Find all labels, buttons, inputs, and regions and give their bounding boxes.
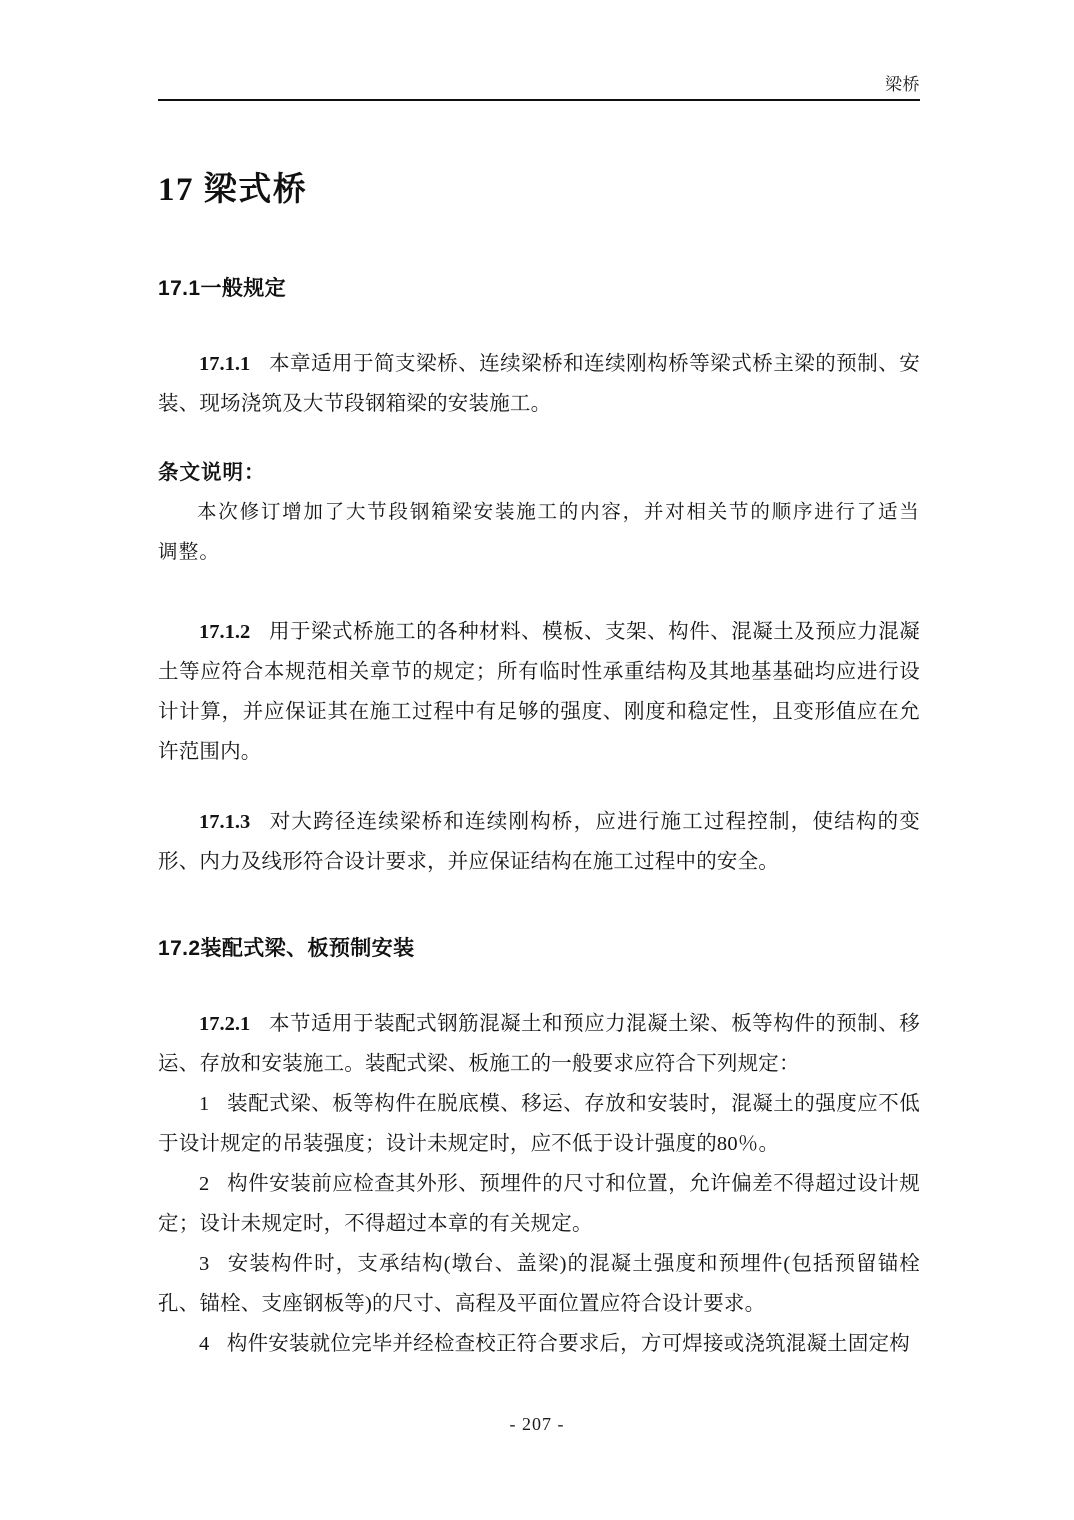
spacer xyxy=(158,304,920,344)
clause-17-1-1 xyxy=(158,344,920,424)
subitem-1-number: 1 xyxy=(199,1093,210,1115)
explanation-label: 条文说明： xyxy=(158,462,266,484)
spacer xyxy=(158,772,920,802)
explanation-text: 本次修订增加了大节段钢箱梁安装施工的内容，并对相关节的顺序进行了适当调整。 xyxy=(158,500,920,563)
spacer xyxy=(158,572,920,612)
clause-17-2-1-number: 17.2.1 xyxy=(199,1013,251,1035)
clause-17-1-3 xyxy=(158,802,920,882)
section-heading-17-1: 17.1一般规定 xyxy=(158,277,287,300)
header-rule-divider xyxy=(158,99,920,101)
chapter-title: 17 梁式桥 xyxy=(158,172,308,208)
clause-17-1-1-text: 本章适用于简支梁桥、连续梁桥和连续刚构桥等梁式桥主梁的预制、安装、现场浇筑及大节段钢箱梁的安装施工。 xyxy=(158,353,920,415)
subitem-2-text: 构件安装前应检查其外形、预埋件的尺寸和位置，允许偏差不得超过设计规定；设计未规定时，不得超过本章的有关规定。 xyxy=(158,1173,920,1235)
subitem-2-number: 2 xyxy=(199,1173,210,1195)
spacer xyxy=(158,424,920,454)
running-header-title: 梁桥 xyxy=(885,75,920,94)
subitem-1 xyxy=(158,1084,920,1164)
subitem-4-text: 构件安装就位完毕并经检查校正符合要求后，方可焊接或浇筑混凝土固定构 xyxy=(226,1333,910,1355)
subitem-2 xyxy=(158,1164,920,1244)
clause-17-1-2 xyxy=(158,612,920,772)
clause-17-1-3-text: 对大跨径连续梁桥和连续刚构桥，应进行施工过程控制，使结构的变形、内力及线形符合设计要求，并应保证结构在施工过程中的安全。 xyxy=(158,811,920,873)
clause-17-1-3-number: 17.1.3 xyxy=(199,811,251,833)
subitem-3 xyxy=(158,1244,920,1324)
subitem-3-number: 3 xyxy=(199,1253,210,1275)
page-footer xyxy=(0,1412,1074,1436)
spacer xyxy=(158,882,920,934)
section-heading-17-2: 17.2装配式梁、板预制安装 xyxy=(158,937,415,960)
clause-17-2-1-text: 本节适用于装配式钢筋混凝土和预应力混凝土梁、板等构件的预制、移运、存放和安装施工。装配式梁、板施工的一般要求应符合下列规定： xyxy=(158,1013,920,1075)
clause-17-1-1-number: 17.1.1 xyxy=(199,353,251,375)
subitem-3-text: 安装构件时，支承结构(墩台、盖梁)的混凝土强度和预埋件(包括预留锚栓孔、锚栓、支座钢板等)的尺寸、高程及平面位置应符合设计要求。 xyxy=(158,1253,920,1315)
subitem-4 xyxy=(158,1324,920,1364)
running-header xyxy=(158,74,920,101)
page-content xyxy=(158,168,920,1364)
footer-page-number: - 207 - xyxy=(509,1414,565,1434)
spacer xyxy=(158,964,920,1004)
subitem-4-number: 4 xyxy=(199,1333,210,1355)
clause-17-2-1 xyxy=(158,1004,920,1084)
clause-17-1-2-text: 用于梁式桥施工的各种材料、模板、支架、构件、混凝土及预应力混凝土等应符合本规范相关章节的规定；所有临时性承重结构及其地基基础均应进行设计计算，并应保证其在施工过程中有足够的强度、刚度和稳定性，且变形值应在允许范围内。 xyxy=(158,621,920,763)
subitem-1-text: 装配式梁、板等构件在脱底模、移运、存放和安装时，混凝土的强度应不低于设计规定的吊装强度；设计未规定时，应不低于设计强度的80％。 xyxy=(158,1093,920,1155)
clause-17-1-2-number: 17.1.2 xyxy=(199,621,251,643)
